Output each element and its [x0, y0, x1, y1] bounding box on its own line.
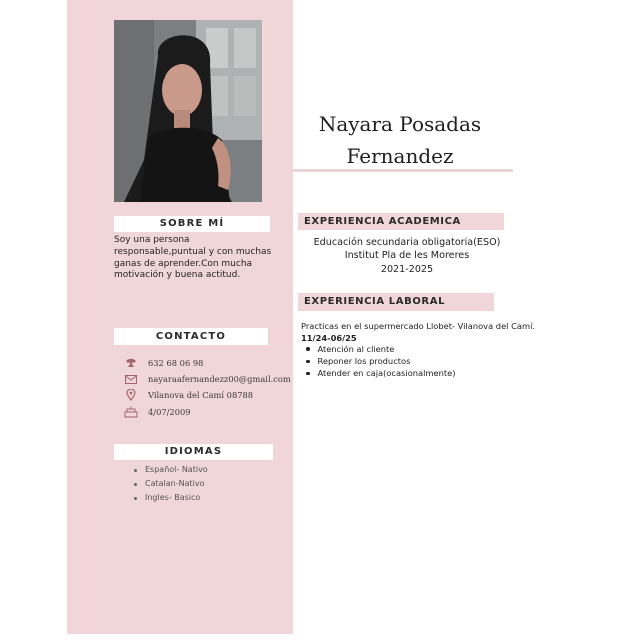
name-first-line: Nayara Posadas: [318, 112, 482, 136]
language-item: Catalan-Nativo: [134, 477, 208, 491]
work-intro: Practicas en el supermercado Llobet- Vilanova del Camí.: [301, 321, 536, 331]
work-task-item: Atender en caja(ocasionalmente): [306, 367, 455, 379]
work-task-item: Reponer los productos: [306, 355, 455, 367]
person-name: [300, 108, 500, 172]
birthday-text: 4/07/2009: [148, 407, 191, 417]
contact-location: [124, 388, 253, 402]
contact-email: [124, 372, 291, 386]
education-block: [300, 236, 514, 276]
language-item: Español- Nativo: [134, 463, 208, 477]
languages-list: [134, 463, 208, 505]
email-text: nayaraafernandezz00@gmail.com: [148, 374, 291, 384]
location-icon: [124, 389, 138, 401]
profile-photo: [114, 20, 262, 202]
cake-icon: [124, 406, 138, 418]
mail-icon: [124, 373, 138, 385]
about-heading: SOBRE MÍ: [114, 216, 270, 232]
languages-heading: IDIOMAS: [114, 444, 273, 460]
work-task-list: [306, 343, 455, 380]
name-divider: [293, 169, 513, 172]
work-task-item: Atención al cliente: [306, 343, 455, 355]
contact-heading: CONTACTO: [114, 328, 268, 345]
education-heading: EXPERIENCIA ACADEMICA: [298, 213, 504, 230]
phone-text: 632 68 06 98: [148, 358, 204, 368]
work-heading: EXPERIENCIA LABORAL: [298, 293, 494, 311]
name-second-line: Fernandez: [346, 144, 454, 168]
education-years: 2021-2025: [380, 263, 434, 275]
about-text: Soy una persona responsable,puntual y con muchas ganas de aprender.Con mucha motivación y buena actitud.: [114, 235, 272, 281]
education-degree: Educación secundaria obligatoria(ESO): [313, 237, 501, 248]
contact-phone: [124, 356, 203, 370]
work-dates: 11/24-06/25: [301, 333, 357, 343]
education-school: Institut Pla de les Moreres: [344, 250, 470, 262]
location-text: Vilanova del Camí 08788: [148, 390, 254, 400]
contact-birthday: [124, 405, 191, 419]
language-item: Ingles- Basico: [134, 491, 208, 505]
phone-icon: [124, 357, 138, 369]
